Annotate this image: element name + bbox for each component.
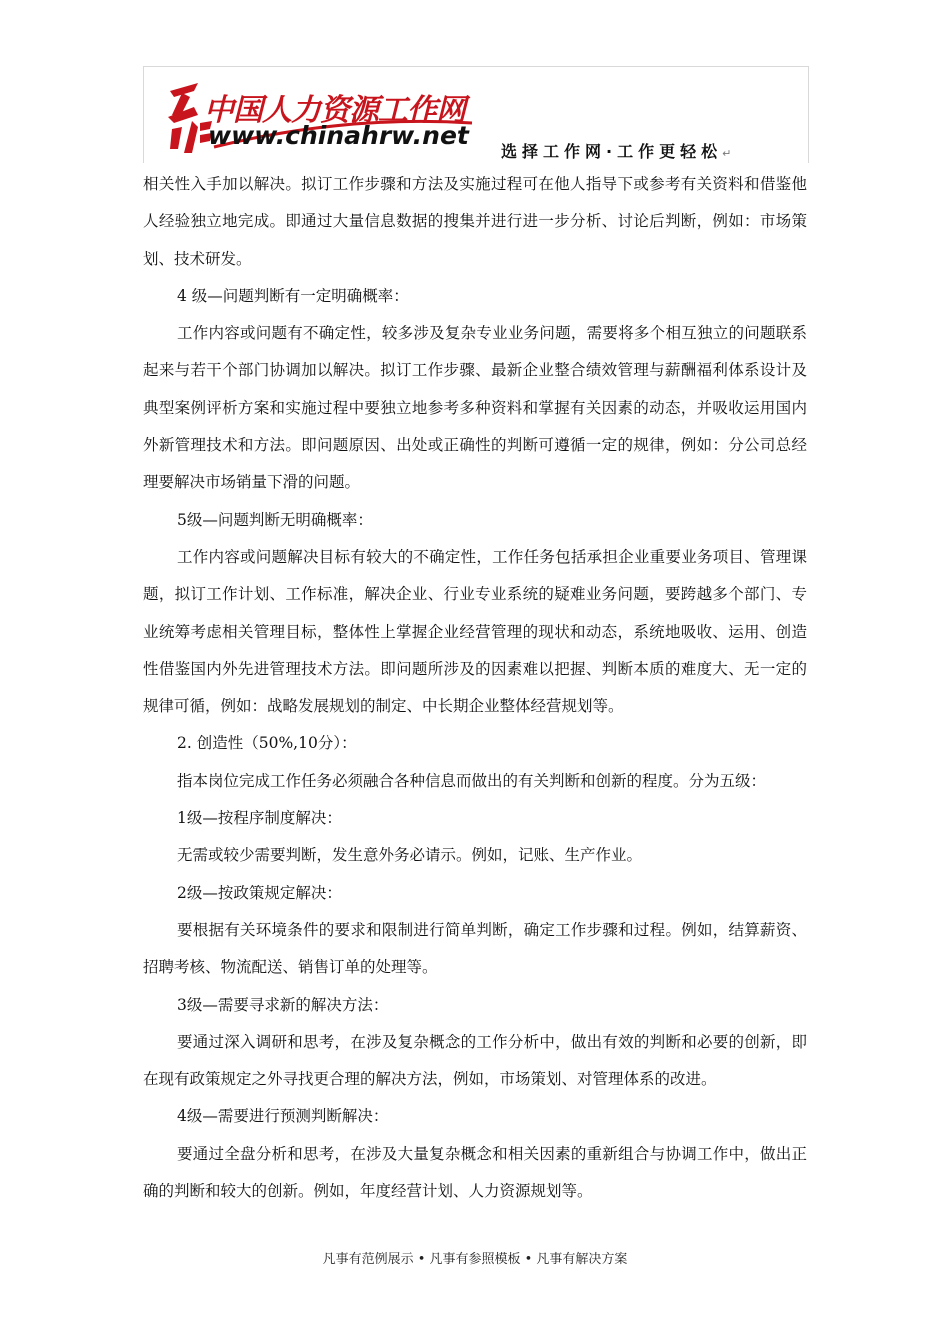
- body-paragraph: 要通过全盘分析和思考，在涉及大量复杂概念和相关因素的重新组合与协调工作中，做出正确的判断和较大的创新。例如，年度经营计划、人力资源规划等。: [143, 1144, 807, 1201]
- level-heading: 4级—需要进行预测判断解决：: [177, 1107, 389, 1126]
- body-paragraph: 工作内容或问题有不确定性，较多涉及复杂专业业务问题，需要将多个相互独立的问题联系起来与若干个部门协调加以解决。拟订工作步骤、最新企业整合绩效管理与薪酬福利体系设计及典型案例评析方案和实施过程中要独立地参考多种资料和掌握有关因素的动态，并吸收运用国内外新管理技术和方法。即问题原因、出处或正确性的判断可遵循一定的规律，例如：分公司总经理要解决市场销量下滑的问题。: [143, 324, 807, 492]
- logo-url: www.chinahrw.net: [208, 121, 469, 150]
- page-header: [143, 66, 809, 163]
- body-paragraph: 指本岗位完成工作任务必须融合各种信息而做出的有关判断和创新的程度。分为五级：: [177, 771, 767, 790]
- header-slogan: [501, 139, 731, 162]
- document-body: [143, 166, 807, 1210]
- logo-site-name: 中国人力资源工作网: [204, 93, 465, 128]
- level-heading: 5级—问题判断无明确概率：: [177, 510, 373, 529]
- section-heading: 2. 创造性（50%,10分）：: [177, 734, 357, 753]
- slogan-text: 选择工作网·工作更轻松: [501, 142, 723, 161]
- body-paragraph: 相关性入手加以解决。拟订工作步骤和方法及实施过程可在他人指导下或参考有关资料和借鉴他人经验独立地完成。即通过大量信息数据的搜集并进行进一步分析、讨论后判断，例如：市场策划、技术研发。: [143, 175, 807, 268]
- body-paragraph: 要通过深入调研和思考，在涉及复杂概念的工作分析中，做出有效的判断和必要的创新，即在现有政策规定之外寻找更合理的解决方法，例如，市场策划、对管理体系的改进。: [143, 1032, 807, 1089]
- body-paragraph: 要根据有关环境条件的要求和限制进行简单判断，确定工作步骤和过程。例如，结算薪资、招聘考核、物流配送、销售订单的处理等。: [143, 920, 807, 977]
- level-heading: 1级—按程序制度解决：: [177, 809, 342, 828]
- level-heading: 4 级—问题判断有一定明确概率：: [177, 286, 409, 305]
- body-paragraph: 无需或较少需要判断，发生意外务必请示。例如，记账、生产作业。: [177, 846, 643, 865]
- page-footer: 凡事有范例展示 • 凡事有参照模板 • 凡事有解决方案: [322, 1252, 628, 1267]
- return-mark: ↵: [722, 147, 732, 160]
- level-heading: 2级—按政策规定解决：: [177, 883, 342, 902]
- body-paragraph: 工作内容或问题解决目标有较大的不确定性，工作任务包括承担企业重要业务项目、管理课题，拟订工作计划、工作标准，解决企业、行业专业系统的疑难业务问题，要跨越多个部门、专业统筹考虑相关管理目标，整体性上掌握企业经营管理的现状和动态，系统地吸收、运用、创造性借鉴国内外先进管理技术方法。即问题所涉及的因素难以把握、判断本质的难度大、无一定的规律可循，例如：战略发展规划的制定、中长期企业整体经营规划等。: [143, 547, 807, 716]
- level-heading: 3级—需要寻求新的解决方法：: [177, 995, 389, 1014]
